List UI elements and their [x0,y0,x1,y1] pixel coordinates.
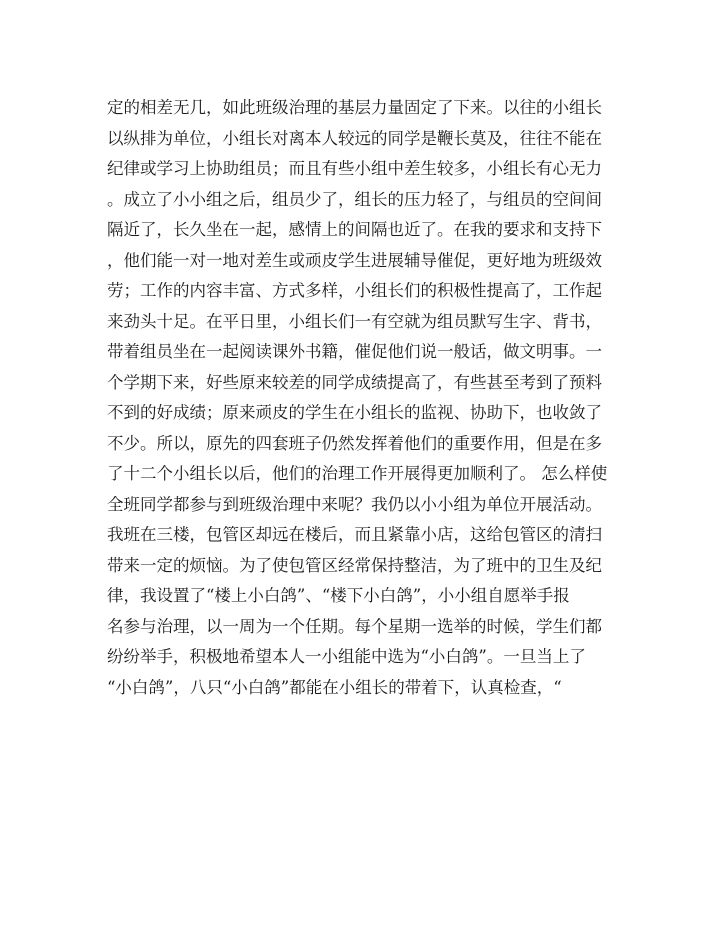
text-line: 带着组员坐在一起阅读课外书籍，催促他们说一般话，做文明事。一 [107,342,602,361]
text-line: 定的相差无几，如此班级治理的基层力量固定了下来。以往的小组长 [107,98,602,117]
text-line: 个学期下来，好些原来较差的同学成绩提高了，有些甚至考到了预料 [107,372,602,392]
text-line: 以纵排为单位，小组长对离本人较远的同学是鞭长莫及，往往不能在 [107,128,602,148]
text-line: 律，我设置了“楼上小白鸽”、“楼下小白鸽”，小小组自愿举手报 [107,586,570,605]
text-line: 了十二个小组长以后，他们的治理工作开展得更加顺利了。 怎么样使 [107,464,608,483]
text-line: 来劲头十足。在平日里，小组长们一有空就为组员默写生字、背书， [107,311,602,331]
text-line: 隔近了，长久坐在一起，感情上的间隔也近了。在我的要求和支持下 [107,220,602,239]
text-line: ，他们能一对一地对差生或顽皮学生进展辅导催促，更好地为班级效 [107,250,602,270]
text-line: 。成立了小小组之后，组员少了，组长的压力轻了，与组员的空间间 [107,189,602,209]
text-line: “小白鸽”，八只“小白鸽”都能在小组长的带着下，认真检查，“ [107,677,562,697]
text-line: 纪律或学习上协助组员；而且有些小组中差生较多，小组长有心无力 [107,159,602,178]
text-line: 劳；工作的内容丰富、方式多样，小组长们的积极性提高了，工作起 [107,281,602,300]
text-line: 名参与治理，以一周为一个任期。每个星期一选举的时候，学生们都 [107,616,602,636]
text-line: 不少。所以，原先的四套班子仍然发挥着他们的重要作用，但是在多 [107,433,602,453]
text-line: 不到的好成绩；原来顽皮的学生在小组长的监视、协助下，也收敛了 [107,403,602,422]
text-line: 全班同学都参与到班级治理中来呢？我仍以小小组为单位开展活动。 [107,494,602,514]
text-line: 带来一定的烦恼。为了使包管区经常保持整洁，为了班中的卫生及纪 [107,555,602,575]
text-line: 我班在三楼，包管区却远在楼后，而且紧靠小店，这给包管区的清扫 [107,525,602,544]
body-text [107,93,617,703]
text-line: 纷纷举手，积极地希望本人一小组能中选为“小白鸽”。一旦当上了 [107,647,586,666]
